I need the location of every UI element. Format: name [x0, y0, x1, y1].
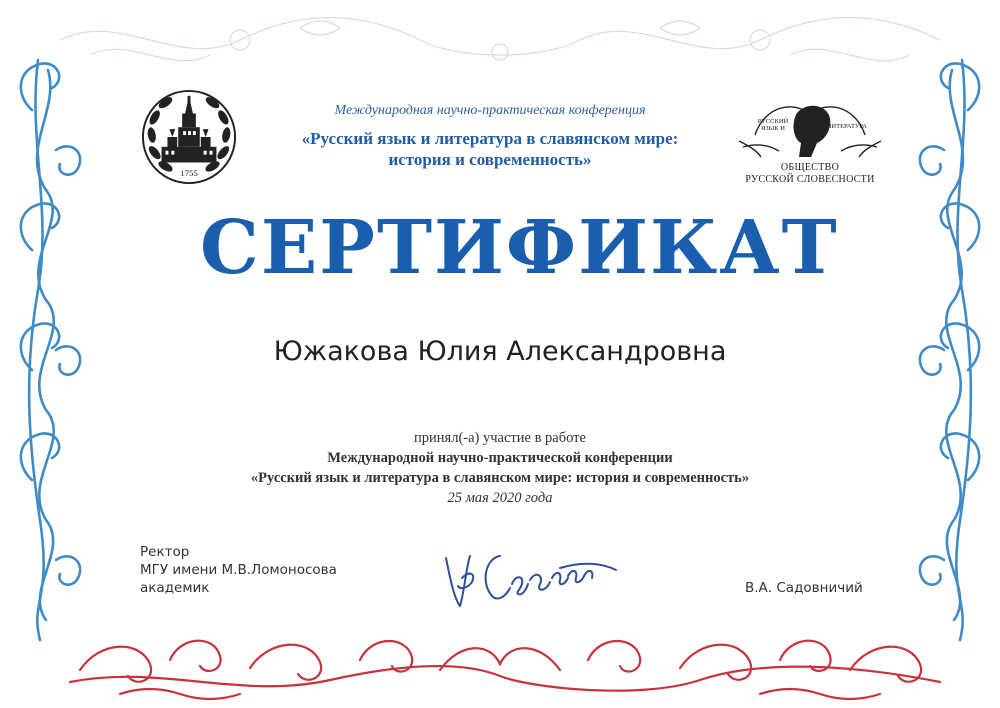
society-name-line2: РУССКОЙ СЛОВЕСНОСТИ	[745, 174, 875, 185]
left-ornament	[21, 60, 80, 640]
rector-rank: академик	[140, 580, 210, 596]
certificate-title: СЕРТИФИКАТ	[200, 205, 839, 291]
conference-kicker: Международная научно-практическая конференция	[334, 103, 646, 118]
society-badge-line2: ЯЗЫК И	[761, 125, 785, 132]
rector-university: МГУ имени М.В.Ломоносова	[140, 562, 337, 578]
society-logo	[735, 95, 885, 165]
top-filigree-ornament	[60, 18, 940, 61]
certificate-body	[190, 428, 810, 508]
portrait-profile-icon	[794, 106, 831, 157]
handwritten-signature	[440, 538, 620, 613]
society-badge-line1: РУССКИЙ	[757, 118, 789, 125]
society-name-line1: ОБЩЕСТВО	[780, 162, 840, 173]
recipient-name: Южакова Юлия Александровна	[273, 336, 727, 367]
msu-logo	[140, 88, 238, 186]
conference-title-line2: история и современность»	[388, 150, 592, 169]
msu-building-icon	[162, 96, 217, 163]
rector-title: Ректор	[140, 544, 190, 560]
body-line-conference-title: «Русский язык и литература в славянском мире: история и современность»	[250, 470, 750, 486]
bottom-ornament	[70, 641, 940, 699]
body-line-conference: Международной научно-практической конференции	[327, 450, 673, 466]
conference-title-line1: «Русский язык и литература в славянском мире:	[301, 129, 679, 148]
society-name	[735, 162, 885, 186]
body-line-date: 25 мая 2020 года	[447, 490, 553, 506]
signer-name: В.А. Садовничий	[745, 580, 863, 596]
body-line-participation: принял(-а) участие в работе	[414, 430, 586, 446]
society-badge-line3: ЛИТЕРАТУРА	[827, 123, 867, 130]
conference-title	[250, 128, 730, 170]
right-ornament	[920, 60, 979, 640]
rector-block	[140, 543, 337, 597]
msu-year: 1755	[180, 168, 198, 179]
